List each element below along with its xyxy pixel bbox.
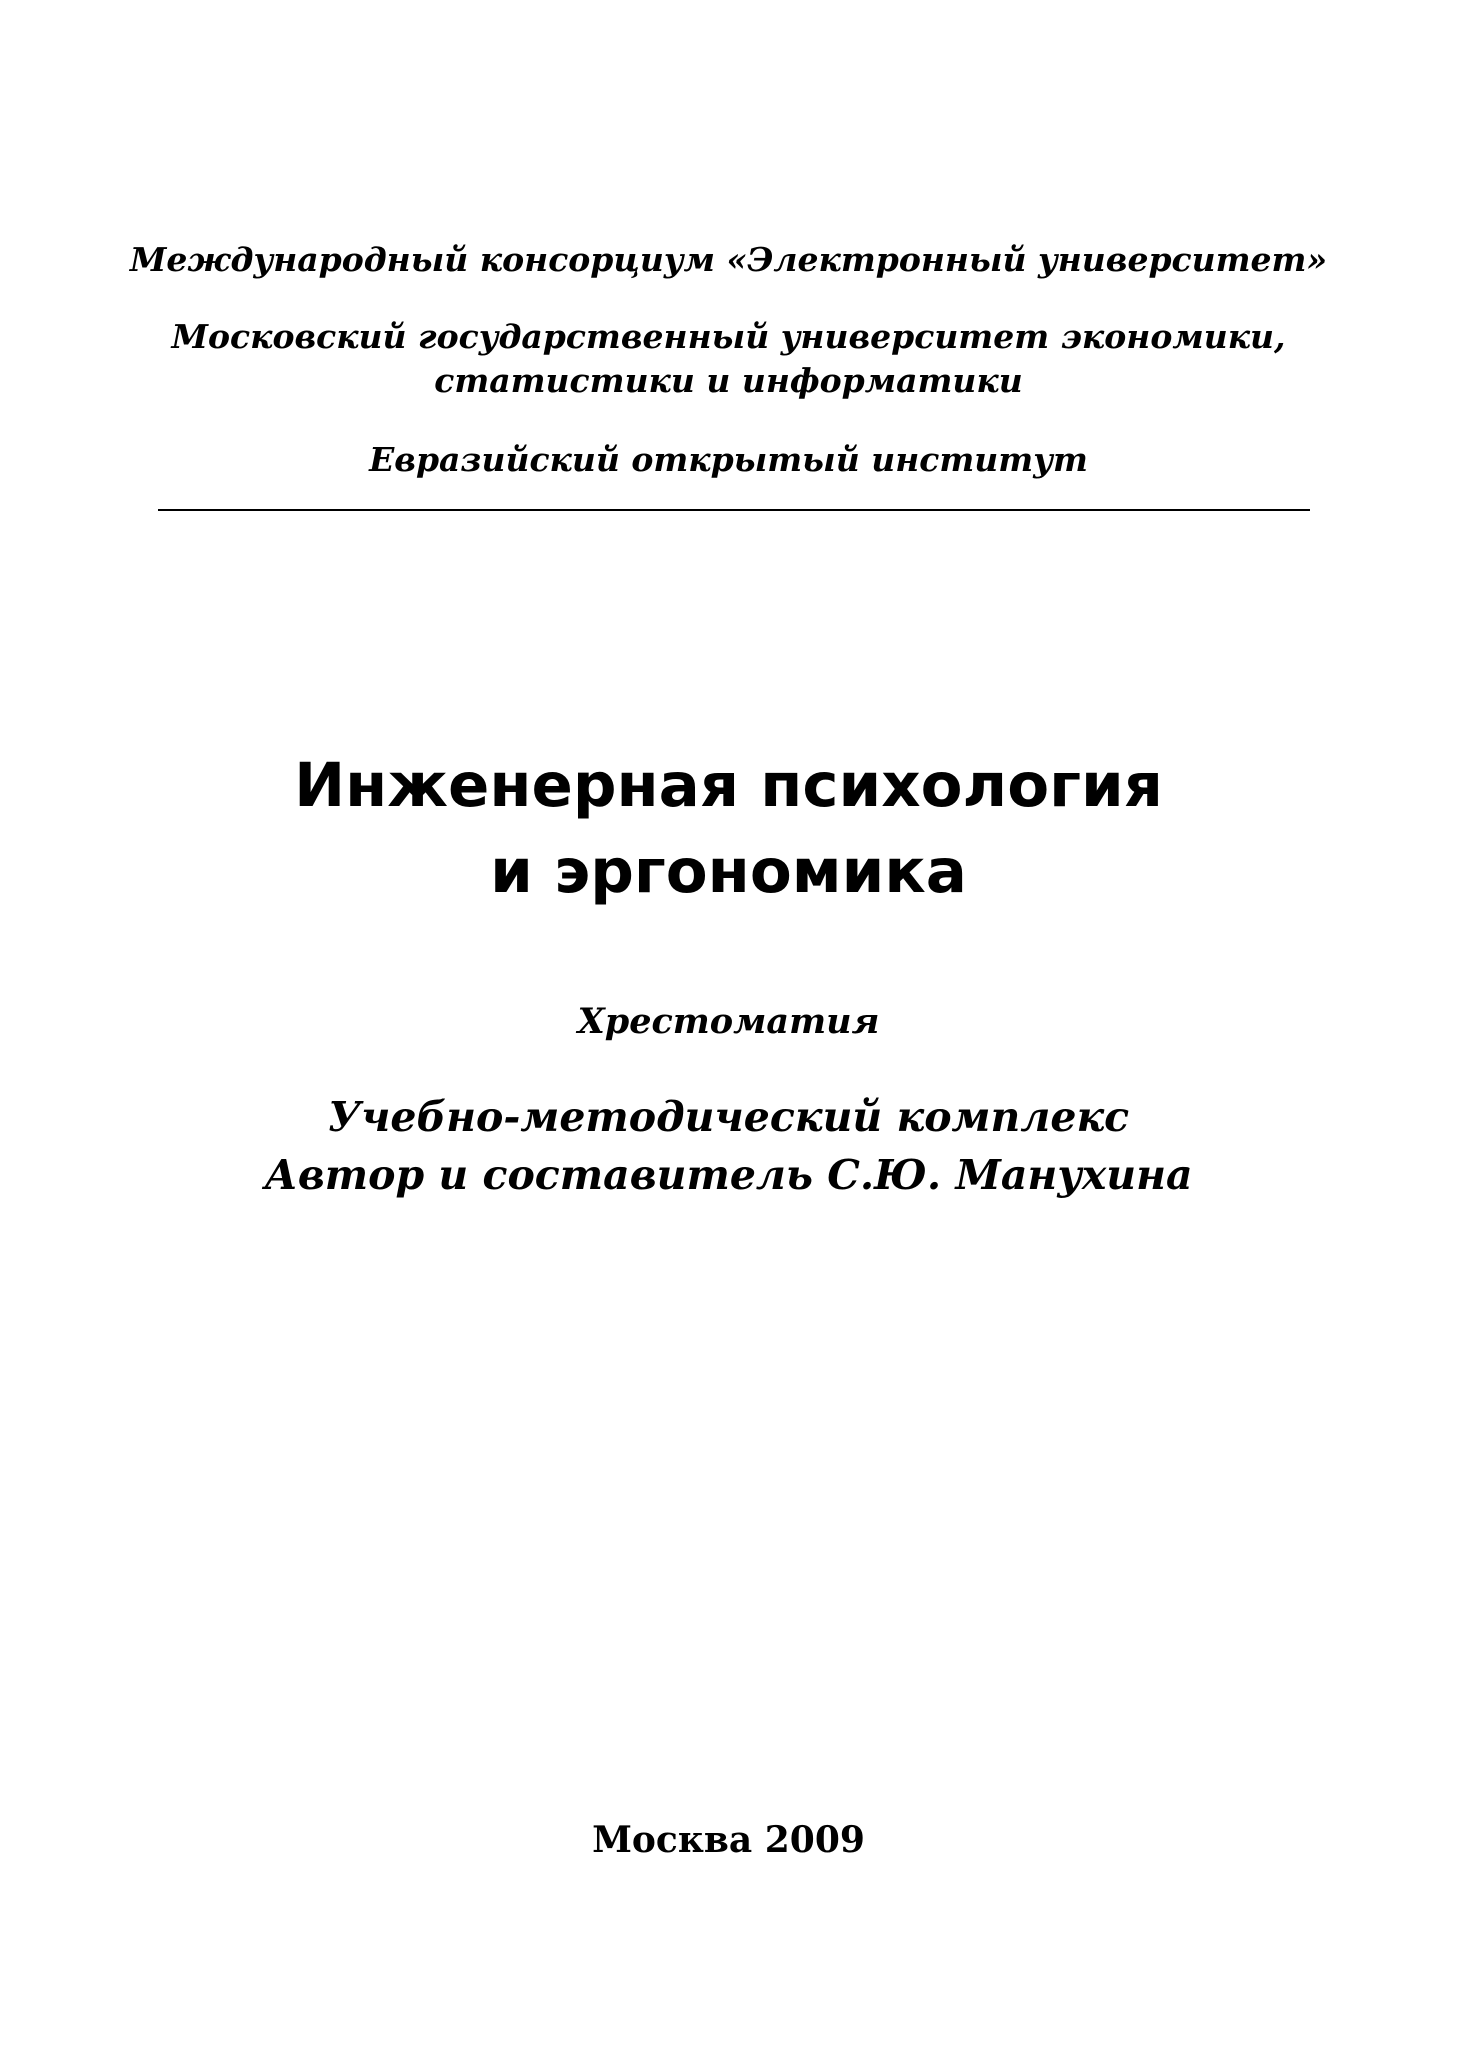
consortium-line: Международный консорциум «Электронный университет»: [129, 240, 1328, 279]
institute-line: Евразийский открытый институт: [369, 440, 1088, 479]
university-name: [0, 315, 1457, 403]
complex-line-1: Учебно-методический комплекс: [327, 1093, 1130, 1141]
book-title-line-2: и эргономика: [490, 836, 967, 907]
author-line: Автор и составитель С.Ю. Манухина: [264, 1151, 1193, 1199]
book-title-line-1: Инженерная психология: [294, 750, 1163, 821]
institute-name: [0, 438, 1457, 482]
university-line-1: Московский государственный университет экономики,: [171, 317, 1286, 356]
city-year: Москва 2009: [592, 1819, 865, 1861]
header-divider: [158, 509, 1310, 511]
university-line-2: статистики и информатики: [434, 361, 1023, 400]
book-subtitle: Хрестоматия: [577, 1001, 880, 1042]
book-title: [0, 743, 1457, 915]
complex-info: [0, 1088, 1457, 1204]
consortium-name: [0, 238, 1457, 282]
